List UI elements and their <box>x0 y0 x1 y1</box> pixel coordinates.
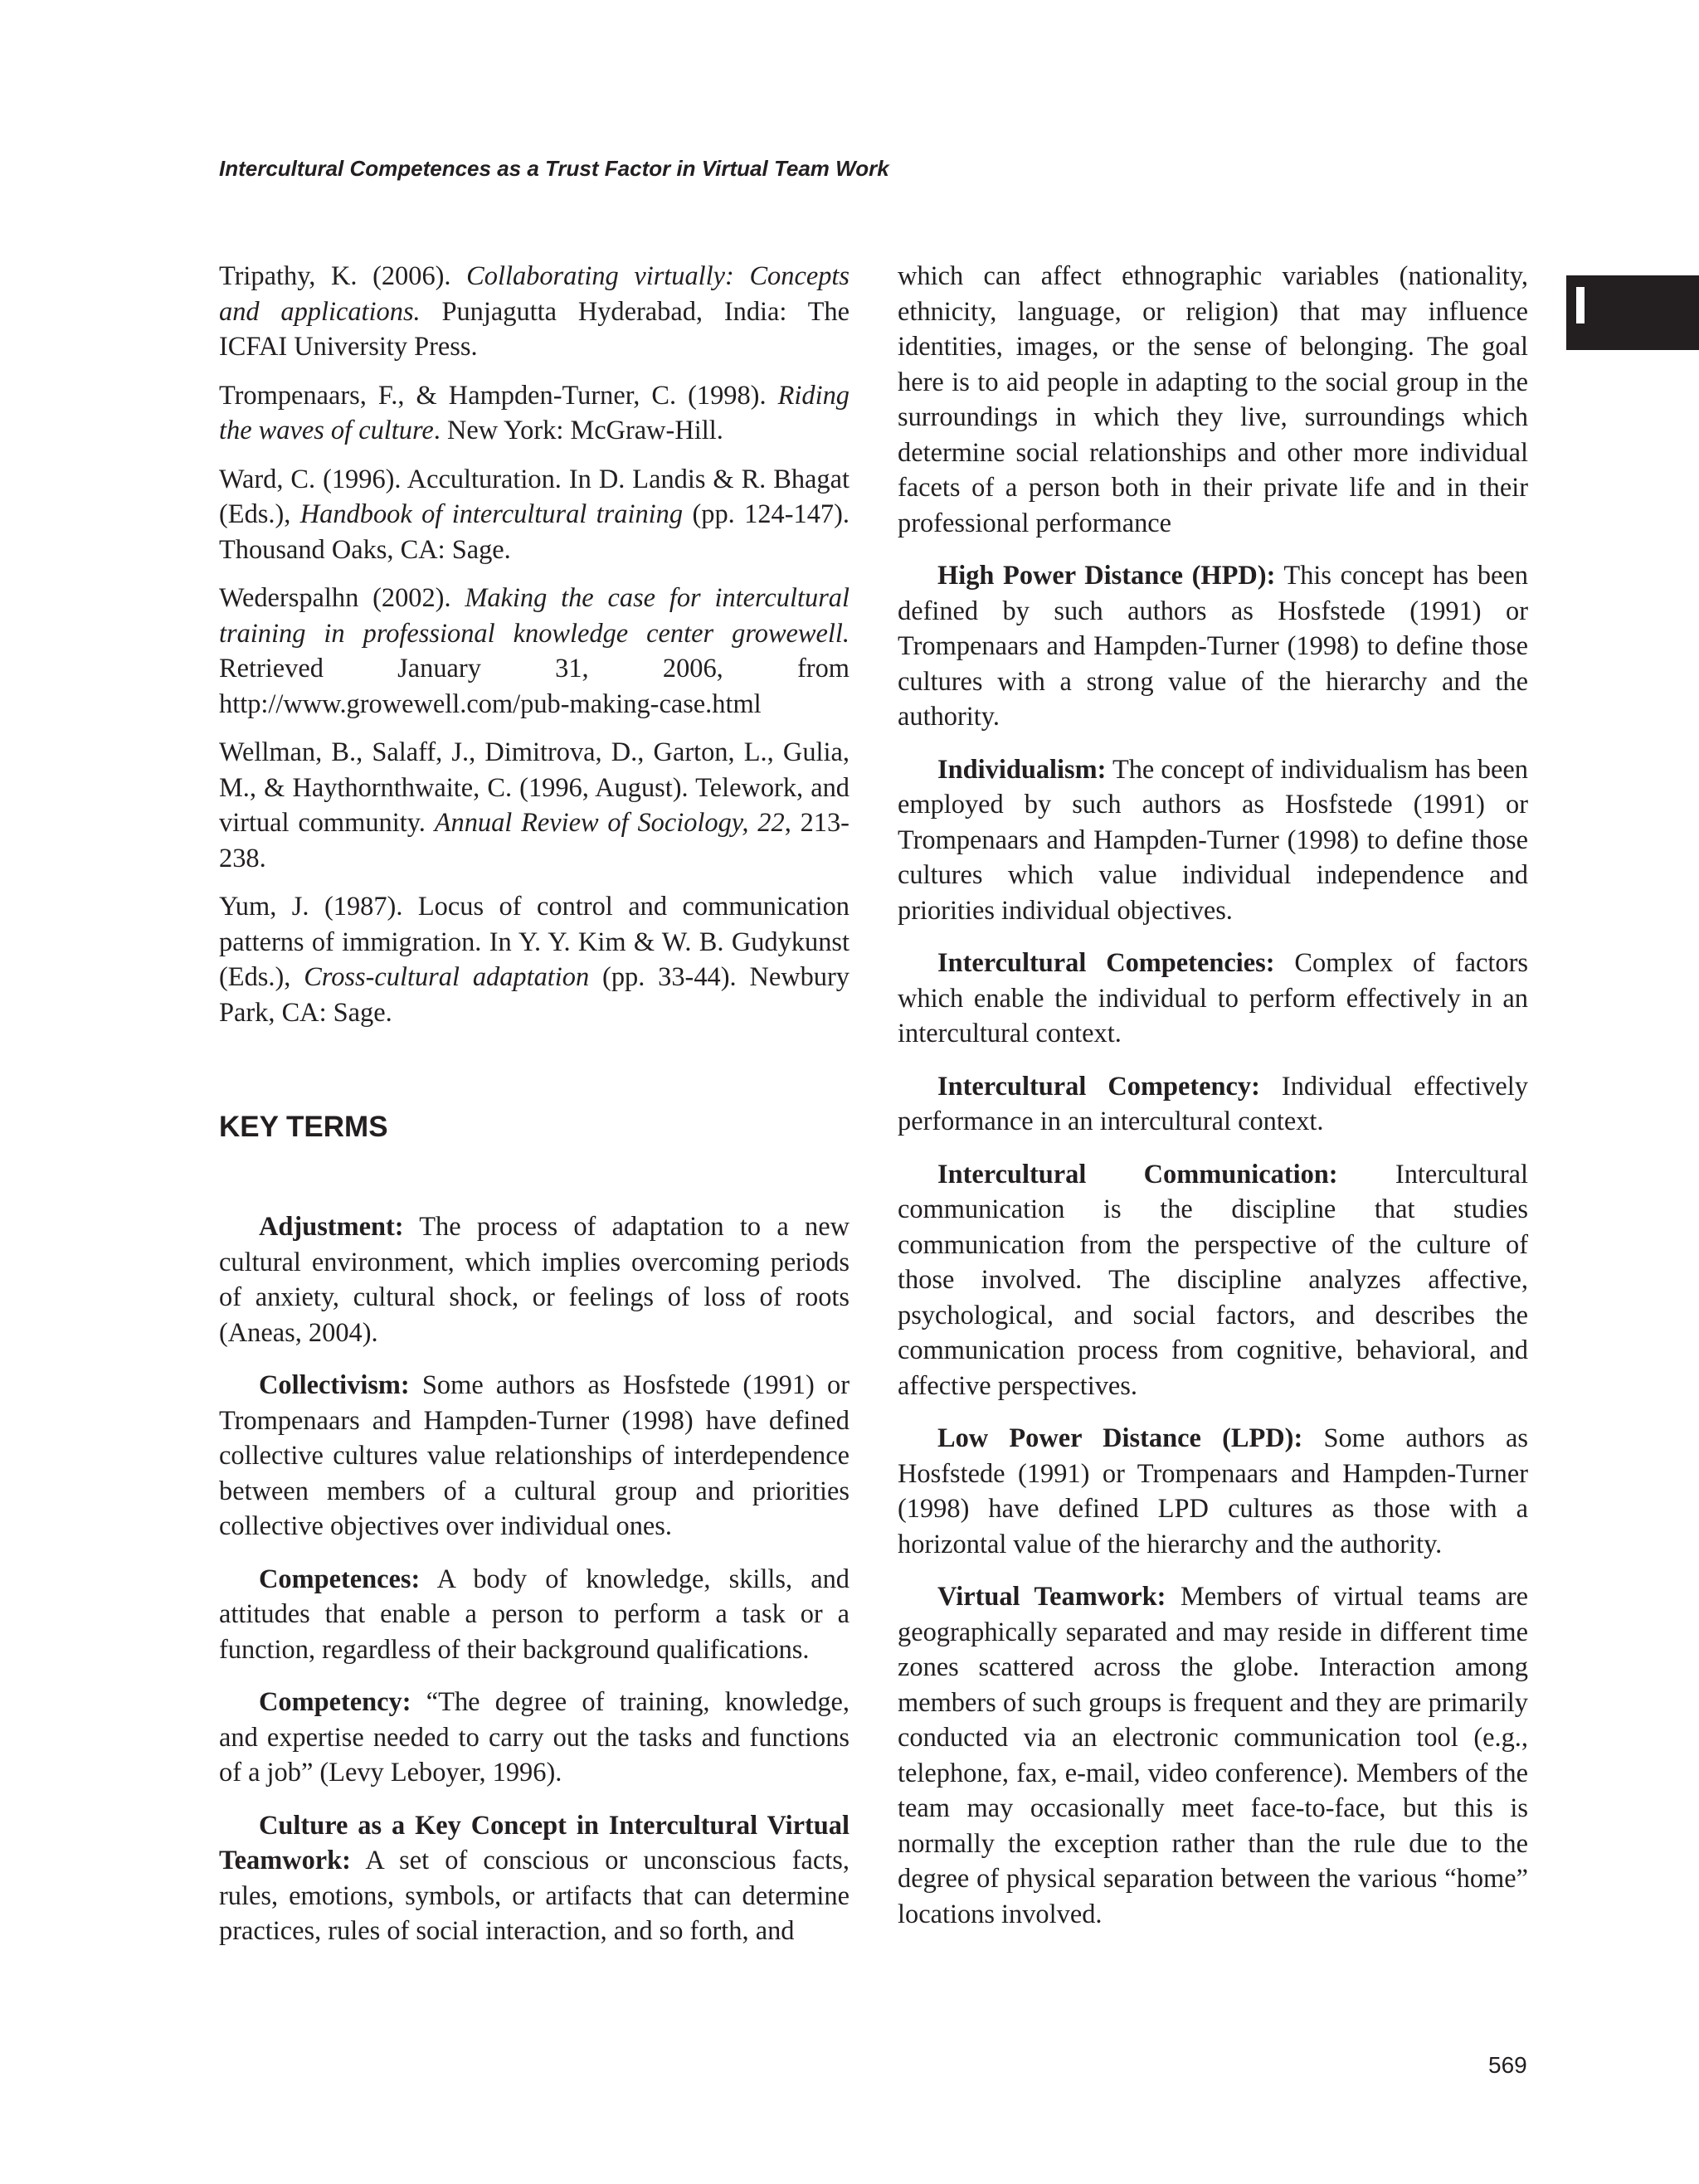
reference-entry <box>219 259 850 365</box>
key-term: Collectivism: <box>259 1370 410 1400</box>
key-term-definition: A set of conscious or unconscious facts, rules, emotions, symbols, or artifacts that can determine practices, rules of social interaction, and so forth, and <box>219 1846 850 1946</box>
key-term-entry <box>219 1368 850 1544</box>
key-term-entry <box>898 946 1528 1052</box>
reference-entry <box>219 889 850 1030</box>
reference-text: Yum, J. (1987). Locus of control and communication patterns of immigration. In Y. Y. Kim & W. B. Gudykunst (Eds.), <box>219 892 850 992</box>
reference-text: Ward, C. (1996). Acculturation. In D. Landis & R. Bhagat (Eds.), <box>219 464 850 529</box>
right-column <box>898 259 1528 1949</box>
left-column <box>219 259 850 1967</box>
key-term-entry <box>219 1562 850 1668</box>
chapter-tab-marker <box>1566 275 1699 350</box>
key-term: Intercultural Competencies: <box>937 948 1275 978</box>
key-term: High Power Distance (HPD): <box>937 561 1276 591</box>
reference-text: . New York: McGraw-Hill. <box>433 416 723 445</box>
reference-title: Handbook of intercultural training <box>299 499 684 529</box>
reference-text: Trompenaars, F., & Hampden-Turner, C. (1998). <box>219 380 778 411</box>
reference-text: Retrieved January 31, 2006, from http://www.growewell.com/pub-making-case.html <box>219 654 850 719</box>
key-term-definition: Intercultural communication is the discipline that studies communication from the perspective of the culture of those involved. The discipline analyzes affective, psychological, and social factors, and describes the communication process from cognitive, behavioral, and affective perspectives. <box>898 1159 1528 1401</box>
key-term-definition: A body of knowledge, skills, and attitudes that enable a person to perform a task or a function, regardless of their background qualifications. <box>219 1564 850 1665</box>
key-term: Competency: <box>259 1687 411 1717</box>
key-term-definition: The process of adaptation to a new cultural environment, which implies overcoming periods of anxiety, cultural shock, or feelings of loss of roots (Aneas, 2004). <box>219 1212 850 1348</box>
key-term: Intercultural Communication: <box>937 1159 1338 1189</box>
reference-text: (pp. 124-147). Thousand Oaks, CA: Sage. <box>219 499 850 565</box>
reference-entry <box>219 378 850 449</box>
key-term-definition: “The degree of training, knowledge, and expertise needed to carry out the tasks and functions of a job” (Levy Leboyer, 1996). <box>219 1687 850 1788</box>
reference-entry <box>219 462 850 568</box>
key-term-entry <box>898 558 1528 735</box>
key-term-entry <box>898 1421 1528 1562</box>
reference-title: Riding the waves of culture <box>219 380 850 445</box>
reference-title: Making the case for intercultural training in professional knowledge center growewell. <box>219 583 850 649</box>
key-term: Individualism: <box>937 754 1107 785</box>
reference-text: Punjagutta Hyderabad, India: The ICFAI University Press. <box>219 296 850 362</box>
reference-text: Wellman, B., Salaff, J., Dimitrova, D., Garton, L., Gulia, M., & Haythornthwaite, C. (1996, August). Telework, and virtual community. <box>219 737 850 838</box>
key-terms-list-right <box>898 558 1528 1932</box>
reference-entry <box>219 581 850 722</box>
key-term-definition: Complex of factors which enable the individual to perform effectively in an intercultural context. <box>898 948 1528 1048</box>
key-term-entry <box>219 1808 850 1949</box>
key-term-entry <box>898 752 1528 929</box>
key-term: Low Power Distance (LPD): <box>937 1423 1303 1453</box>
chapter-tab-notch <box>1576 287 1585 323</box>
key-term: Virtual Teamwork: <box>937 1582 1166 1612</box>
reference-text: , 213-238. <box>219 808 850 873</box>
reference-title: Collaborating virtually: Concepts and applications. <box>219 261 850 327</box>
key-term-definition: Some authors as Hosfstede (1991) or Trompenaars and Hampden-Turner (1998) have defined collective cultures value relationships of interdependence between members of a cultural group and priorities collective objectives over individual ones. <box>219 1370 850 1541</box>
reference-entry <box>219 735 850 876</box>
key-term-definition: The concept of individualism has been employed by such authors as Hosfstede (1991) or Trompenaars and Hampden-Turner (1998) to define those cultures which value individual independence and priorities individual objectives. <box>898 754 1528 926</box>
key-term-entry <box>219 1209 850 1350</box>
key-terms-list-left <box>219 1209 850 1949</box>
continued-definition: which can affect ethnographic variables (nationality, ethnicity, language, or religion) that may influence identities, images, or the sense of belonging. The goal here is to aid people in adapting to the social group in the surroundings in which they live, surroundings which determine social relationships and other more individual facets of a person both in their private life and in their professional performance <box>898 261 1528 538</box>
reference-text: Wederspalhn (2002). <box>219 583 465 613</box>
reference-text: Tripathy, K. (2006). <box>219 261 467 291</box>
reference-text: (pp. 33-44). Newbury Park, CA: Sage. <box>219 962 850 1028</box>
key-term-definition: Some authors as Hosfstede (1991) or Trompenaars and Hampden-Turner (1998) have defined LPD cultures as those with a horizontal value of the hierarchy and the authority. <box>898 1423 1528 1559</box>
key-term: Adjustment: <box>259 1212 404 1242</box>
key-term-definition: Individual effectively performance in an intercultural context. <box>898 1071 1528 1136</box>
reference-title: Cross-cultural adaptation <box>304 962 590 992</box>
key-term-entry <box>898 1069 1528 1140</box>
key-term-entry <box>898 1157 1528 1404</box>
running-header: Intercultural Competences as a Trust Factor in Virtual Team Work <box>219 156 889 181</box>
key-term-definition: This concept has been defined by such authors as Hosfstede (1991) or Trompenaars and Hampden-Turner (1998) to define those cultures with a strong value of the hierarchy and the authority. <box>898 561 1528 732</box>
reference-title: Annual Review of Sociology, 22 <box>434 808 785 838</box>
key-term-entry <box>898 1579 1528 1932</box>
key-term: Competences: <box>259 1564 421 1594</box>
key-term-definition: Members of virtual teams are geographically separated and may reside in different time zones scattered across the globe. Interaction among members of such groups is frequent and they are primarily conducted via an electronic communication tool (e.g., telephone, fax, e-mail, video conference). Members of the team may occasionally meet face-to-face, but this is normally the exception rather than the rule due to the degree of physical separation between the various “home” locations involved. <box>898 1582 1528 1929</box>
key-term: Culture as a Key Concept in Intercultural Virtual Teamwork: <box>219 1810 850 1875</box>
reference-list <box>219 259 850 1030</box>
key-term-entry <box>219 1685 850 1791</box>
page-number: 569 <box>1488 2052 1527 2078</box>
key-terms-heading: KEY TERMS <box>219 1111 388 1143</box>
key-term: Intercultural Competency: <box>937 1071 1260 1102</box>
